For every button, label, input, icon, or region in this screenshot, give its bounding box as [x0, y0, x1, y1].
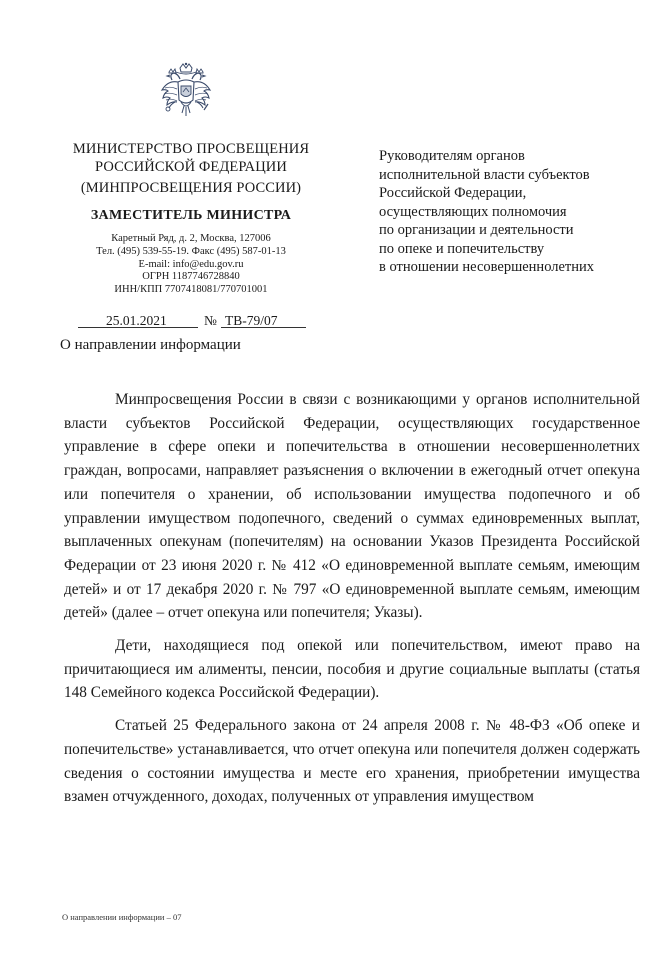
- addressee-line: в отношении несовершеннолетних: [379, 259, 595, 275]
- body-paragraph: Минпросвещения России в связи с возникающими у органов исполнительной власти субъектов Российской Федерации, осуществляющих государственное управление в сфере опеки и попечительства в отношении несовершеннолетних граждан, вопросами, направляет разъяснения о включении в ежегодный отчет опекуна или попечителя о хранении, об использовании имущества подопечного и об управлении имуществом подопечного, сведений о суммах единовременных выплат, выплаченных опекунам (попечителям) на основании Указов Президента Российской Федерации от 23 июня 2020 г. № 412 «О единовременной выплате семьям, имеющим детей» и от 17 декабря 2020 г. № 797 «О единовременной выплате семьям, имеющим детей» (далее – отчет опекуна или попечителя; Указы).: [64, 391, 640, 622]
- addressee-line: по организации и деятельности: [379, 222, 574, 238]
- ministry-name-line1: МИНИСТЕРСТВО ПРОСВЕЩЕНИЯ: [72, 141, 310, 157]
- addressee-line: исполнительной власти субъектов: [379, 166, 590, 183]
- document-subject: О направлении информации: [60, 337, 241, 353]
- ministry-letterhead: [60, 140, 322, 297]
- addressee-line: Руководителям органов: [379, 148, 525, 164]
- addressee-line: по опеке и попечительству: [379, 240, 545, 257]
- addressee-line: Российской Федерации,: [379, 185, 527, 201]
- addressee-line: осуществляющих полномочия: [379, 203, 567, 220]
- document-body: [64, 388, 640, 809]
- registration-line: [78, 313, 318, 331]
- signatory-position: ЗАМЕСТИТЕЛЬ МИНИСТРА: [90, 208, 292, 223]
- ministry-contacts: [60, 233, 322, 297]
- document-date: 25.01.2021: [106, 313, 167, 328]
- ministry-name-line2: РОССИЙСКОЙ ФЕДЕРАЦИИ: [95, 159, 287, 175]
- body-paragraph: Дети, находящиеся под опекой или попечительством, имеют право на причитающиеся им алименты, пенсии, пособия и другие социальные выплаты (статья 148 Семейного кодекса Российской Федерации).: [64, 637, 640, 702]
- ministry-address: Каретный Ряд, д. 2, Москва, 127006: [111, 233, 271, 244]
- page-footer: О направлении информации – 07: [62, 912, 182, 922]
- document-number: ТВ-79/07: [225, 313, 278, 328]
- ministry-email: E-mail: info@edu.gov.ru: [138, 258, 244, 270]
- body-paragraph: Статьей 25 Федерального закона от 24 апреля 2008 г. № 48-ФЗ «Об опеке и попечительстве» устанавливается, что отчет опекуна или попечителя должен содержать сведения о состоянии имущества и месте его хранения, приобретении имущества взамен отчужденного, доходах, полученных от управления имуществом: [64, 717, 640, 806]
- document-number-label: №: [204, 313, 217, 328]
- addressee-block: [379, 147, 659, 277]
- ministry-short-name: (МИНПРОСВЕЩЕНИЯ РОССИИ): [80, 180, 302, 196]
- ministry-inn-kpp: ИНН/КПП 7707418081/770701001: [114, 284, 268, 296]
- ministry-phone-fax: Тел. (495) 539-55-19. Факс (495) 587-01-13: [96, 245, 286, 257]
- ministry-ogrn: ОГРН 1187746728840: [142, 271, 240, 283]
- russian-double-headed-eagle-icon: [160, 62, 212, 122]
